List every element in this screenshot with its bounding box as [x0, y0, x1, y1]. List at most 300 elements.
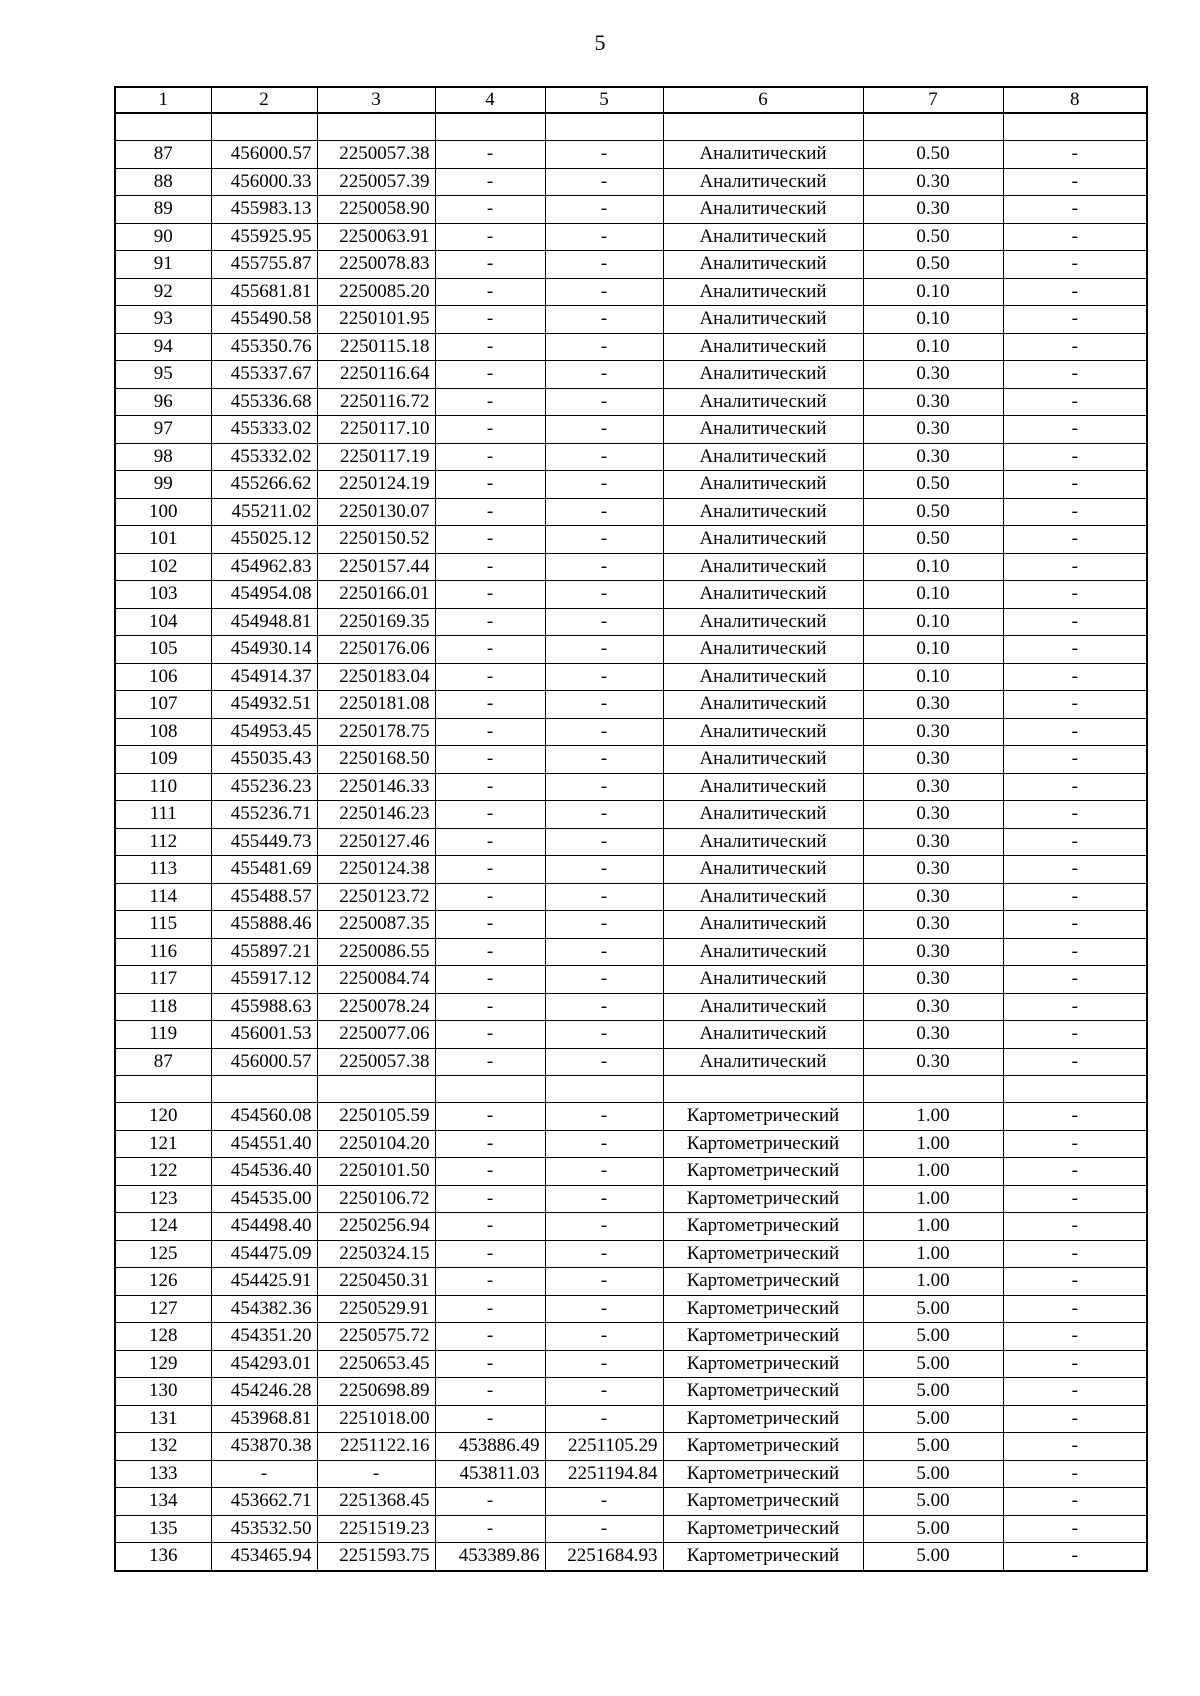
table-cell: 1.00	[863, 1213, 1003, 1241]
table-row	[115, 1405, 1147, 1433]
table-cell: 5.00	[863, 1460, 1003, 1488]
table-cell: 2251368.45	[317, 1488, 435, 1516]
table-cell: 0.30	[863, 746, 1003, 774]
table-cell: Аналитический	[663, 966, 863, 994]
table-cell: 2250123.72	[317, 883, 435, 911]
table-cell: Аналитический	[663, 663, 863, 691]
table-row	[115, 911, 1147, 939]
table-row	[115, 663, 1147, 691]
table-cell: 454914.37	[211, 663, 317, 691]
table-cell: 454293.01	[211, 1350, 317, 1378]
table-cell: 455897.21	[211, 938, 317, 966]
table-row	[115, 1021, 1147, 1049]
table-cell: 2250106.72	[317, 1185, 435, 1213]
table-row	[115, 993, 1147, 1021]
table-cell: Аналитический	[663, 883, 863, 911]
table-cell: 0.50	[863, 471, 1003, 499]
table-cell: Аналитический	[663, 278, 863, 306]
table-cell: 0.10	[863, 553, 1003, 581]
table-cell: Аналитический	[663, 196, 863, 224]
table-cell: Аналитический	[663, 938, 863, 966]
table-row	[115, 1488, 1147, 1516]
table-row	[115, 223, 1147, 251]
table-cell: 0.10	[863, 663, 1003, 691]
table-cell: -	[435, 1103, 545, 1131]
table-cell: 103	[115, 581, 211, 609]
table-cell: -	[435, 636, 545, 664]
table-cell: 92	[115, 278, 211, 306]
table-cell: -	[435, 1268, 545, 1296]
table-cell: 2250116.64	[317, 361, 435, 389]
table-cell: -	[545, 141, 663, 169]
table-cell: -	[435, 333, 545, 361]
table-row	[115, 416, 1147, 444]
empty-cell	[1003, 1076, 1147, 1103]
table-cell: 131	[115, 1405, 211, 1433]
table-cell: 87	[115, 1048, 211, 1076]
table-cell: 0.10	[863, 636, 1003, 664]
table-cell: 101	[115, 526, 211, 554]
table-cell: 455917.12	[211, 966, 317, 994]
table-cell: -	[545, 1268, 663, 1296]
table-row	[115, 938, 1147, 966]
table-row	[115, 608, 1147, 636]
table-cell: -	[435, 801, 545, 829]
table-cell: 0.30	[863, 1021, 1003, 1049]
table-cell: 2250115.18	[317, 333, 435, 361]
table-cell: 2250086.55	[317, 938, 435, 966]
table-cell: -	[1003, 333, 1147, 361]
table-cell: Аналитический	[663, 553, 863, 581]
table-cell: -	[435, 1158, 545, 1186]
table-cell: 455925.95	[211, 223, 317, 251]
table-row	[115, 141, 1147, 169]
table-cell: 453389.86	[435, 1543, 545, 1571]
table-cell: 2250078.24	[317, 993, 435, 1021]
table-cell: -	[545, 663, 663, 691]
table-cell: -	[545, 251, 663, 279]
table-cell: -	[1003, 801, 1147, 829]
table-cell: -	[1003, 388, 1147, 416]
table-cell: -	[545, 1185, 663, 1213]
table-cell: Картометрический	[663, 1488, 863, 1516]
table-cell: 117	[115, 966, 211, 994]
column-header: 8	[1003, 87, 1147, 113]
table-row	[115, 361, 1147, 389]
table-cell: -	[545, 416, 663, 444]
table-cell: -	[211, 1460, 317, 1488]
table-row	[115, 196, 1147, 224]
table-cell: 453870.38	[211, 1433, 317, 1461]
table-cell: 2250176.06	[317, 636, 435, 664]
table-cell: 455266.62	[211, 471, 317, 499]
table-cell: -	[545, 746, 663, 774]
table-cell: Аналитический	[663, 471, 863, 499]
table-cell: 2250575.72	[317, 1323, 435, 1351]
table-cell: 119	[115, 1021, 211, 1049]
table-cell: -	[545, 718, 663, 746]
table-cell: 109	[115, 746, 211, 774]
table-cell: Аналитический	[663, 1021, 863, 1049]
table-cell: 0.30	[863, 801, 1003, 829]
table-cell: 89	[115, 196, 211, 224]
table-cell: -	[545, 966, 663, 994]
table-cell: Аналитический	[663, 388, 863, 416]
table-cell: -	[1003, 1350, 1147, 1378]
table-cell: Аналитический	[663, 223, 863, 251]
table-row	[115, 333, 1147, 361]
table-cell: -	[1003, 581, 1147, 609]
table-cell: Аналитический	[663, 608, 863, 636]
table-cell: 0.10	[863, 333, 1003, 361]
table-cell: 0.10	[863, 306, 1003, 334]
table-cell: 454246.28	[211, 1378, 317, 1406]
table-cell: 454425.91	[211, 1268, 317, 1296]
table-cell: 2251105.29	[545, 1433, 663, 1461]
table-cell: -	[545, 168, 663, 196]
table-cell: 455449.73	[211, 828, 317, 856]
table-cell: 453968.81	[211, 1405, 317, 1433]
table-cell: 2250104.20	[317, 1130, 435, 1158]
table-cell: 455025.12	[211, 526, 317, 554]
table-cell: -	[1003, 526, 1147, 554]
section-separator-row	[115, 1076, 1147, 1103]
table-cell: -	[545, 223, 663, 251]
table-cell: -	[545, 443, 663, 471]
table-cell: 455337.67	[211, 361, 317, 389]
table-cell: 108	[115, 718, 211, 746]
table-row	[115, 1103, 1147, 1131]
table-cell: 2251018.00	[317, 1405, 435, 1433]
table-cell: 453886.49	[435, 1433, 545, 1461]
table-cell: 454932.51	[211, 691, 317, 719]
table-cell: -	[545, 498, 663, 526]
table-cell: 105	[115, 636, 211, 664]
table-cell: 5.00	[863, 1543, 1003, 1571]
table-cell: -	[435, 966, 545, 994]
table-cell: Аналитический	[663, 773, 863, 801]
table-cell: 455481.69	[211, 856, 317, 884]
table-cell: 454953.45	[211, 718, 317, 746]
table-cell: -	[545, 801, 663, 829]
empty-cell	[663, 113, 863, 141]
table-cell: -	[1003, 1433, 1147, 1461]
table-cell: -	[435, 278, 545, 306]
table-cell: -	[545, 1130, 663, 1158]
table-cell: -	[545, 993, 663, 1021]
table-cell: -	[435, 828, 545, 856]
table-cell: 1.00	[863, 1240, 1003, 1268]
table-cell: -	[1003, 663, 1147, 691]
table-cell: Аналитический	[663, 416, 863, 444]
table-cell: Картометрический	[663, 1295, 863, 1323]
table-row	[115, 471, 1147, 499]
table-cell: -	[545, 553, 663, 581]
table-cell: -	[435, 388, 545, 416]
table-cell: 1.00	[863, 1103, 1003, 1131]
table-row	[115, 773, 1147, 801]
table-row	[115, 1350, 1147, 1378]
table-cell: -	[435, 1405, 545, 1433]
empty-cell	[115, 1076, 211, 1103]
table-cell: -	[435, 251, 545, 279]
table-cell: 2250105.59	[317, 1103, 435, 1131]
column-header: 6	[663, 87, 863, 113]
table-cell: -	[1003, 141, 1147, 169]
table-cell: 115	[115, 911, 211, 939]
table-cell: 133	[115, 1460, 211, 1488]
table-cell: Картометрический	[663, 1268, 863, 1296]
table-cell: 456001.53	[211, 1021, 317, 1049]
table-cell: 455236.23	[211, 773, 317, 801]
table-cell: -	[1003, 746, 1147, 774]
table-cell: -	[435, 1350, 545, 1378]
table-cell: -	[1003, 251, 1147, 279]
table-cell: -	[1003, 1185, 1147, 1213]
table-cell: -	[545, 938, 663, 966]
table-cell: 113	[115, 856, 211, 884]
empty-cell	[435, 113, 545, 141]
table-cell: 2250085.20	[317, 278, 435, 306]
table-row	[115, 1240, 1147, 1268]
empty-cell	[211, 113, 317, 141]
table-cell: -	[435, 223, 545, 251]
table-cell: Аналитический	[663, 333, 863, 361]
table-cell: 91	[115, 251, 211, 279]
table-cell: -	[1003, 361, 1147, 389]
table-cell: 106	[115, 663, 211, 691]
table-cell: -	[1003, 306, 1147, 334]
table-cell: 5.00	[863, 1405, 1003, 1433]
table-cell: 123	[115, 1185, 211, 1213]
table-cell: -	[545, 1350, 663, 1378]
table-cell: 132	[115, 1433, 211, 1461]
table-cell: 1.00	[863, 1185, 1003, 1213]
table-cell: -	[435, 141, 545, 169]
table-cell: Картометрический	[663, 1460, 863, 1488]
table-cell: -	[435, 1515, 545, 1543]
table-cell: -	[545, 306, 663, 334]
table-cell: 2250101.50	[317, 1158, 435, 1186]
table-cell: -	[435, 663, 545, 691]
table-cell: 99	[115, 471, 211, 499]
table-cell: 2250084.74	[317, 966, 435, 994]
table-cell: -	[435, 553, 545, 581]
table-cell: -	[317, 1460, 435, 1488]
table-row	[115, 1185, 1147, 1213]
table-cell: -	[1003, 773, 1147, 801]
table-cell: -	[435, 1295, 545, 1323]
table-cell: 456000.33	[211, 168, 317, 196]
table-cell: 2250117.10	[317, 416, 435, 444]
table-cell: 0.10	[863, 608, 1003, 636]
table-cell: 455211.02	[211, 498, 317, 526]
table-cell: Аналитический	[663, 306, 863, 334]
table-row	[115, 1543, 1147, 1571]
table-cell: -	[1003, 168, 1147, 196]
table-cell: 5.00	[863, 1433, 1003, 1461]
table-cell: -	[435, 1488, 545, 1516]
table-cell: 135	[115, 1515, 211, 1543]
table-cell: Картометрический	[663, 1350, 863, 1378]
table-cell: 95	[115, 361, 211, 389]
table-cell: 2250698.89	[317, 1378, 435, 1406]
table-cell: Картометрический	[663, 1158, 863, 1186]
table-cell: 93	[115, 306, 211, 334]
table-row	[115, 801, 1147, 829]
table-cell: -	[1003, 1515, 1147, 1543]
table-cell: 0.30	[863, 361, 1003, 389]
table-cell: -	[435, 526, 545, 554]
table-cell: 0.30	[863, 691, 1003, 719]
table-cell: 134	[115, 1488, 211, 1516]
table-cell: 2251593.75	[317, 1543, 435, 1571]
table-cell: -	[435, 773, 545, 801]
table-cell: 0.10	[863, 278, 1003, 306]
table-row	[115, 168, 1147, 196]
table-cell: 2250450.31	[317, 1268, 435, 1296]
table-row	[115, 1048, 1147, 1076]
table-cell: Аналитический	[663, 581, 863, 609]
table-cell: 454560.08	[211, 1103, 317, 1131]
table-cell: -	[435, 691, 545, 719]
column-header: 2	[211, 87, 317, 113]
table-cell: 0.30	[863, 388, 1003, 416]
table-cell: -	[1003, 471, 1147, 499]
table-row	[115, 581, 1147, 609]
table-cell: -	[435, 1185, 545, 1213]
table-cell: -	[1003, 1295, 1147, 1323]
table-cell: -	[545, 883, 663, 911]
table-cell: 0.30	[863, 828, 1003, 856]
table-cell: 0.30	[863, 966, 1003, 994]
table-cell: Аналитический	[663, 443, 863, 471]
table-cell: -	[545, 608, 663, 636]
table-cell: 454498.40	[211, 1213, 317, 1241]
table-cell: 1.00	[863, 1268, 1003, 1296]
table-cell: 0.30	[863, 1048, 1003, 1076]
empty-cell	[1003, 113, 1147, 141]
table-cell: -	[1003, 1460, 1147, 1488]
table-cell: -	[545, 388, 663, 416]
table-cell: 456000.57	[211, 1048, 317, 1076]
table-cell: 0.30	[863, 718, 1003, 746]
table-cell: 0.50	[863, 223, 1003, 251]
table-cell: -	[545, 828, 663, 856]
table-cell: Аналитический	[663, 526, 863, 554]
table-cell: -	[545, 911, 663, 939]
table-cell: 455336.68	[211, 388, 317, 416]
table-row	[115, 553, 1147, 581]
table-cell: -	[435, 196, 545, 224]
table-cell: -	[545, 278, 663, 306]
table-cell: 454551.40	[211, 1130, 317, 1158]
table-cell: -	[1003, 1543, 1147, 1571]
table-cell: 454351.20	[211, 1323, 317, 1351]
table-cell: -	[1003, 828, 1147, 856]
table-cell: 456000.57	[211, 141, 317, 169]
table-cell: Картометрический	[663, 1543, 863, 1571]
table-cell: -	[1003, 1488, 1147, 1516]
table-cell: -	[545, 526, 663, 554]
table-cell: -	[545, 1405, 663, 1433]
table-cell: 2250057.38	[317, 141, 435, 169]
table-cell: 0.30	[863, 443, 1003, 471]
table-cell: 2250124.38	[317, 856, 435, 884]
empty-cell	[115, 113, 211, 141]
table-cell: 5.00	[863, 1378, 1003, 1406]
table-cell: 94	[115, 333, 211, 361]
table-cell: Картометрический	[663, 1433, 863, 1461]
table-cell: Аналитический	[663, 141, 863, 169]
table-cell: 120	[115, 1103, 211, 1131]
table-cell: 2250078.83	[317, 251, 435, 279]
table-cell: -	[1003, 1268, 1147, 1296]
table-cell: 2250653.45	[317, 1350, 435, 1378]
table-row	[115, 636, 1147, 664]
table-cell: 455035.43	[211, 746, 317, 774]
table-cell: -	[545, 361, 663, 389]
table-cell: 129	[115, 1350, 211, 1378]
table-cell: 136	[115, 1543, 211, 1571]
table-cell: -	[1003, 856, 1147, 884]
table-cell: 0.30	[863, 773, 1003, 801]
table-cell: 5.00	[863, 1488, 1003, 1516]
column-header: 7	[863, 87, 1003, 113]
table-cell: 2250183.04	[317, 663, 435, 691]
table-cell: 454475.09	[211, 1240, 317, 1268]
table-cell: 454382.36	[211, 1295, 317, 1323]
table-cell: -	[545, 1240, 663, 1268]
table-cell: -	[435, 581, 545, 609]
table-cell: 2250087.35	[317, 911, 435, 939]
table-cell: 90	[115, 223, 211, 251]
empty-cell	[545, 113, 663, 141]
table-cell: 0.30	[863, 856, 1003, 884]
table-row	[115, 388, 1147, 416]
table-cell: -	[1003, 1048, 1147, 1076]
table-cell: -	[435, 718, 545, 746]
table-cell: 455490.58	[211, 306, 317, 334]
table-cell: -	[545, 1323, 663, 1351]
table-cell: -	[435, 911, 545, 939]
table-cell: 2250150.52	[317, 526, 435, 554]
table-cell: -	[545, 471, 663, 499]
table-cell: 2250166.01	[317, 581, 435, 609]
table-cell: -	[435, 416, 545, 444]
table-cell: 455333.02	[211, 416, 317, 444]
table-row	[115, 966, 1147, 994]
empty-cell	[663, 1076, 863, 1103]
table-cell: -	[1003, 966, 1147, 994]
table-cell: 2251684.93	[545, 1543, 663, 1571]
table-cell: 100	[115, 498, 211, 526]
table-row	[115, 1460, 1147, 1488]
table-cell: 454535.00	[211, 1185, 317, 1213]
table-cell: 118	[115, 993, 211, 1021]
table-cell: 2250130.07	[317, 498, 435, 526]
table-cell: -	[545, 581, 663, 609]
table-row	[115, 278, 1147, 306]
table-cell: 455236.71	[211, 801, 317, 829]
page-number: 5	[594, 30, 606, 55]
table-cell: 2251519.23	[317, 1515, 435, 1543]
table-cell: 455488.57	[211, 883, 317, 911]
table-cell: -	[1003, 938, 1147, 966]
column-header: 5	[545, 87, 663, 113]
table-cell: Аналитический	[663, 993, 863, 1021]
empty-cell	[545, 1076, 663, 1103]
